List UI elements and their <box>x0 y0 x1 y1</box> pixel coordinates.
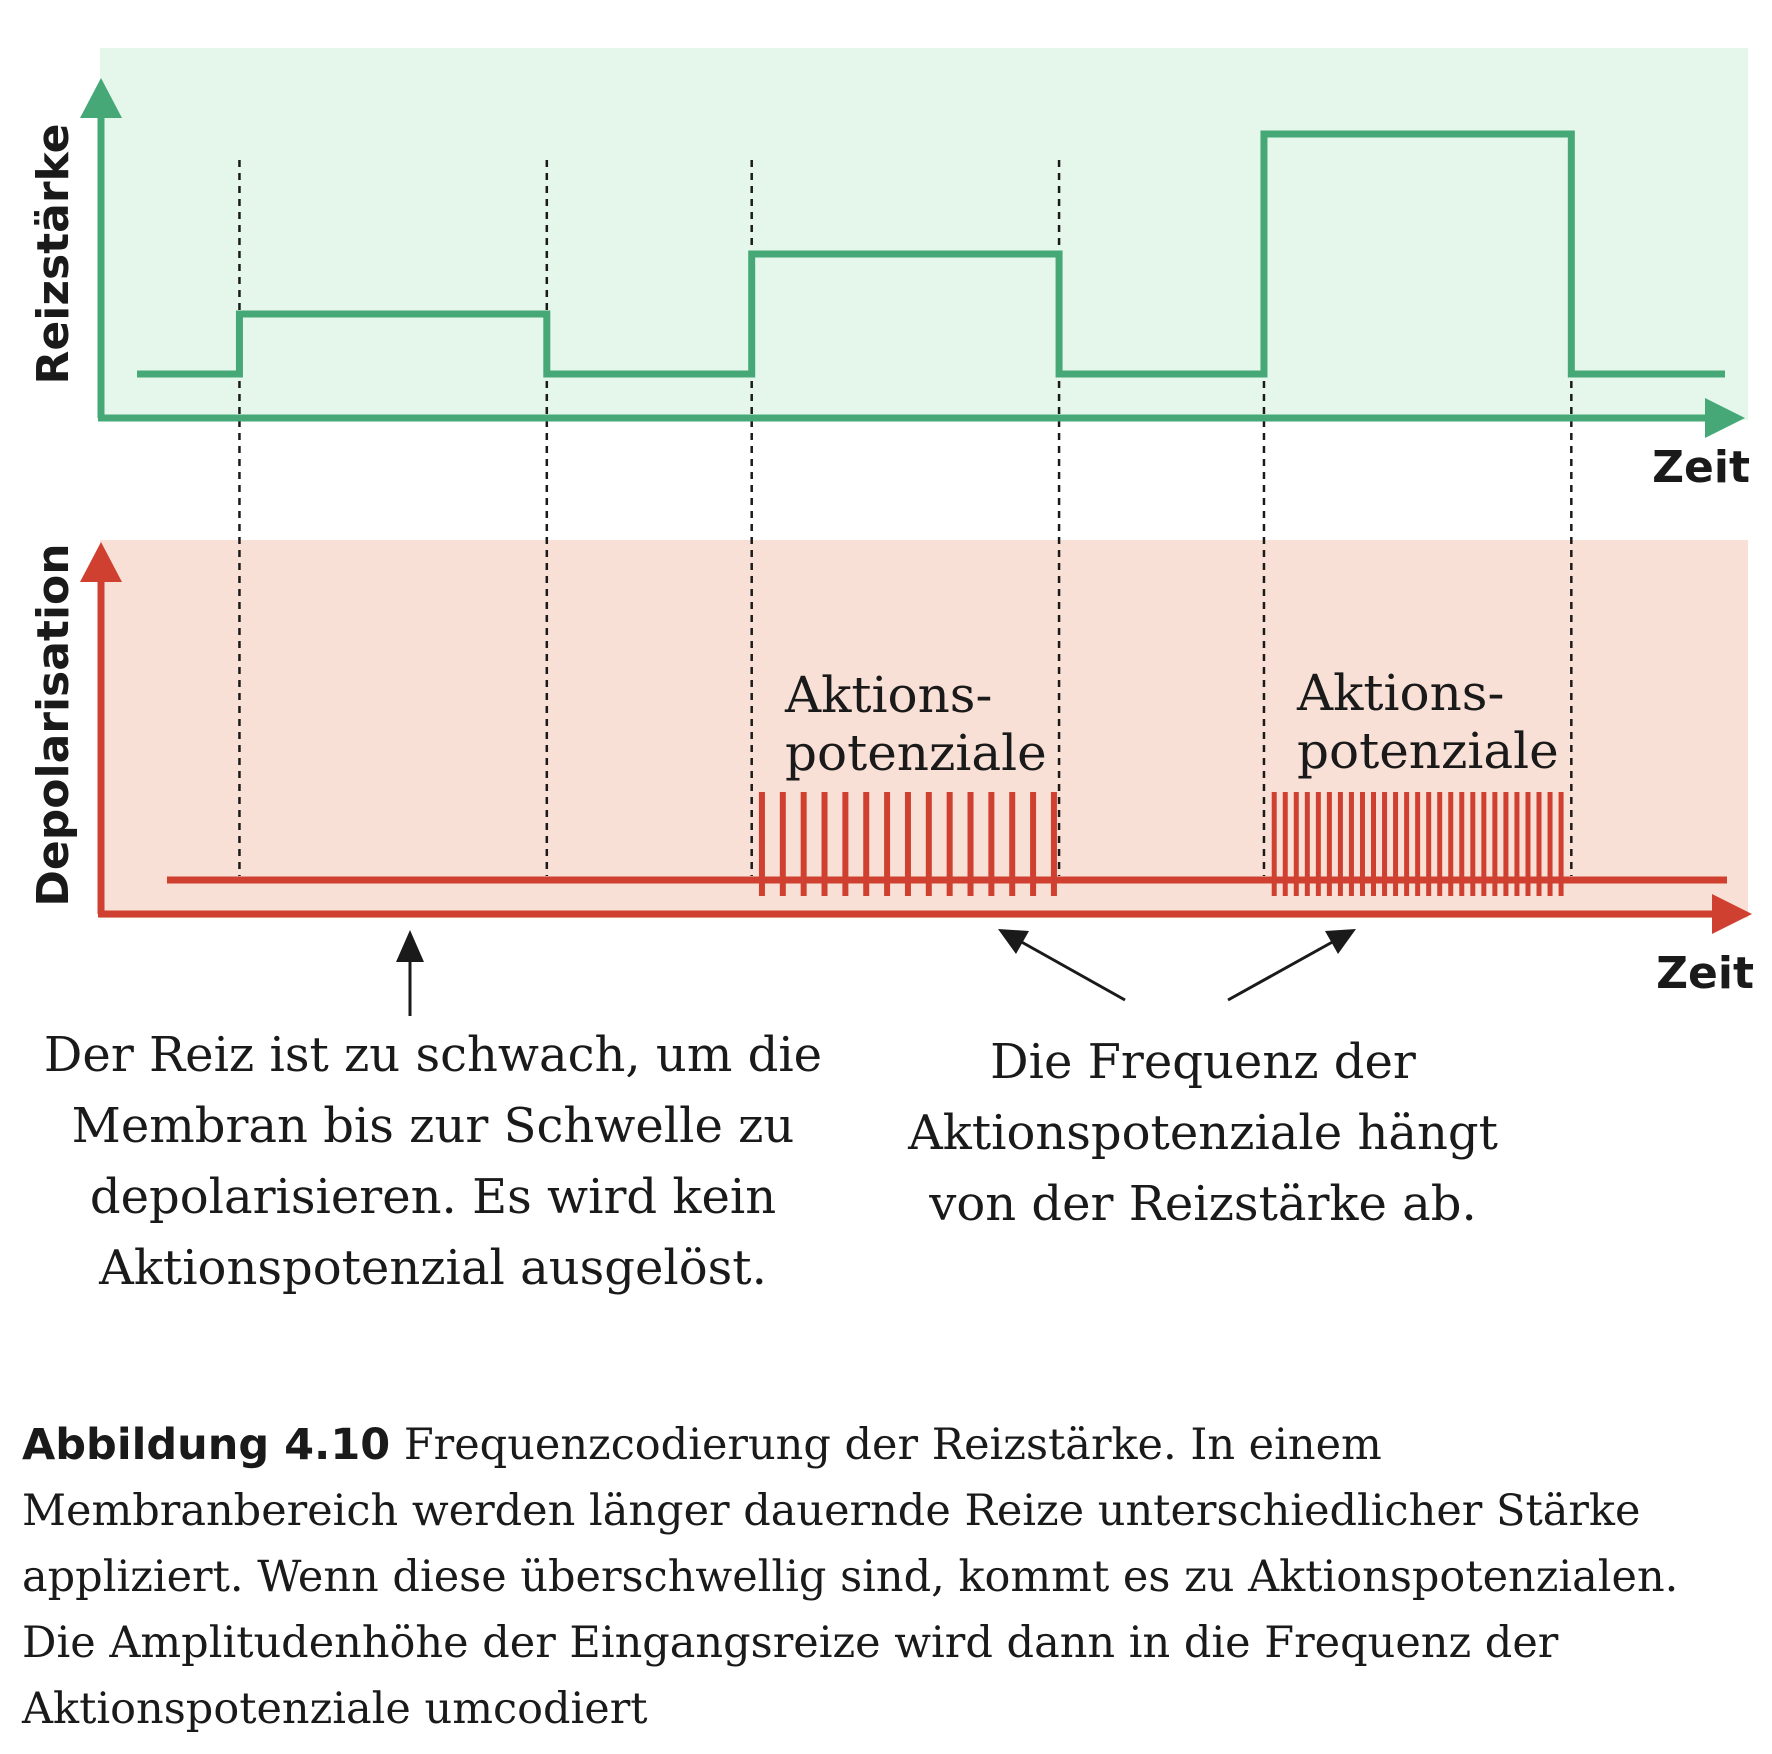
figure-caption <box>22 1412 1752 1742</box>
ap-label-2-line1: Aktions- <box>1297 664 1505 722</box>
stimulus-x-label: Zeit <box>1652 442 1750 493</box>
note-right-line-1: Die Frequenz der <box>990 1034 1416 1090</box>
caption-label: Abbildung 4.10 <box>22 1420 391 1470</box>
note-left-line-3: depolarisieren. Es wird kein <box>89 1169 777 1225</box>
weak-stimulus-arrow-head-icon <box>396 930 424 962</box>
note-left-line-4: Aktionspotenzial ausgelöst. <box>99 1240 767 1296</box>
weak-stimulus-note <box>44 1027 822 1296</box>
ap-label-2-line2: potenziale <box>1297 722 1559 780</box>
frequency-arrow-left-head-icon <box>998 929 1029 954</box>
note-right-line-2: Aktionspotenziale hängt <box>908 1105 1498 1161</box>
frequency-arrow-right-head-icon <box>1325 929 1356 954</box>
stimulus-y-label: Reizstärke <box>28 123 79 385</box>
caption-text: Frequenzcodierung der Reizstärke. In einem Membranbereich werden länger dauernde Reize unterschiedlicher Stärke appliziert. Wenn diese überschwellig sind, kommt es zu Aktionspotenzialen. Die Amplitudenhöhe der Eingangsreize wird dann in die Frequenz der Aktionspotenziale umcodiert <box>22 1420 1679 1734</box>
ap-label-1-line1: Aktions- <box>785 666 993 724</box>
depolarisation-y-label: Depolarisation <box>28 543 79 907</box>
frequency-arrow-right <box>1228 940 1336 1000</box>
frequency-arrow-left <box>1018 940 1125 1000</box>
note-left-line-2: Membran bis zur Schwelle zu <box>71 1098 795 1154</box>
frequency-note <box>907 1034 1498 1232</box>
note-left-line-1: Der Reiz ist zu schwach, um die <box>43 1027 823 1083</box>
ap-label-1-line2: potenziale <box>785 724 1047 782</box>
stimulus-panel-background <box>100 48 1748 420</box>
depolarisation-x-label: Zeit <box>1656 948 1754 999</box>
note-right-line-3: von der Reizstärke ab. <box>929 1176 1477 1232</box>
